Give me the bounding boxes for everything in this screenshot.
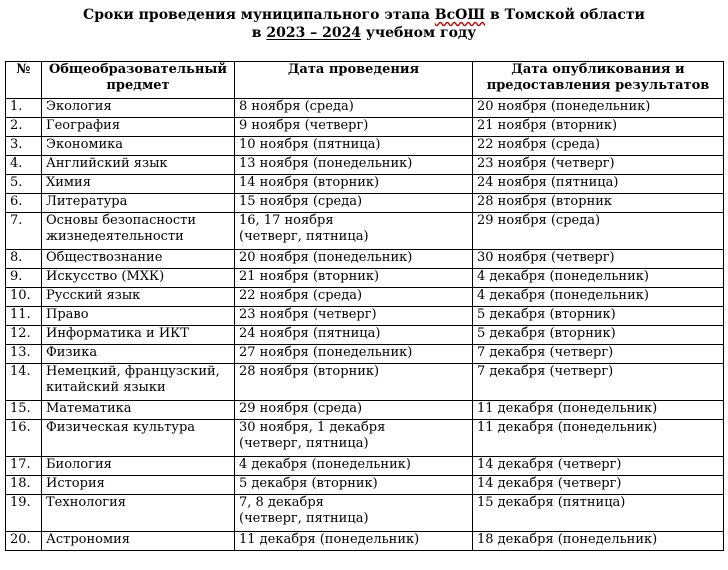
results-date-cell — [473, 495, 724, 532]
results-date-cell — [473, 457, 724, 476]
table-row — [6, 532, 724, 551]
results-date-cell — [473, 175, 724, 194]
row-number — [6, 345, 42, 364]
date-cell-text: 16, 17 ноября (четверг, пятница) — [239, 213, 369, 244]
date-cell-text: 4 декабря (понедельник) — [239, 457, 411, 472]
subject-cell — [42, 250, 235, 269]
date-cell-text: 9 ноября (четверг) — [239, 118, 369, 133]
subject-cell-text: Английский язык — [46, 156, 168, 171]
row-number — [6, 194, 42, 213]
table-row — [6, 495, 724, 532]
date-cell-text: 10 ноября (пятница) — [239, 137, 381, 152]
date-cell-text: 30 ноября, 1 декабря (четверг, пятница) — [239, 420, 386, 451]
schedule-table — [5, 61, 724, 551]
date-cell-text: 23 ноября (четверг) — [239, 307, 377, 322]
title-line-2-suffix: учебном году — [361, 25, 477, 41]
subject-cell — [42, 457, 235, 476]
title-line-1-prefix: Сроки проведения муниципального этапа — [83, 7, 435, 23]
title-line-1 — [0, 6, 728, 24]
row-number-text: 10. — [10, 288, 31, 303]
results-date-cell-text: 14 декабря (четверг) — [477, 457, 622, 472]
subject-cell-text: Основы безопасности жизнедеятельности — [46, 213, 196, 244]
row-number-text: 2. — [10, 118, 23, 133]
date-cell-text: 15 ноября (среда) — [239, 194, 363, 209]
date-cell — [235, 307, 473, 326]
results-date-cell-text: 30 ноября (четверг) — [477, 250, 615, 265]
row-number — [6, 137, 42, 156]
date-cell — [235, 118, 473, 137]
date-cell-text: 5 декабря (вторник) — [239, 476, 378, 491]
subject-cell — [42, 476, 235, 495]
date-cell — [235, 99, 473, 118]
subject-cell-text: Химия — [46, 175, 91, 190]
results-date-cell-text: 4 декабря (понедельник) — [477, 288, 649, 303]
subject-cell-text: Математика — [46, 401, 132, 416]
row-number-text: 20. — [10, 532, 31, 547]
row-number — [6, 156, 42, 175]
results-date-cell — [473, 401, 724, 420]
subject-cell — [42, 420, 235, 457]
subject-cell-text: Физическая культура — [46, 420, 196, 435]
date-cell — [235, 364, 473, 401]
date-cell — [235, 213, 473, 250]
results-date-cell — [473, 420, 724, 457]
date-cell — [235, 175, 473, 194]
title-abbreviation: ВсОШ — [434, 7, 486, 23]
results-date-cell-text: 4 декабря (понедельник) — [477, 269, 649, 284]
document-title — [0, 0, 728, 48]
table-header-row — [6, 62, 724, 99]
row-number-text: 18. — [10, 476, 31, 491]
subject-cell-text: Экология — [46, 99, 112, 114]
subject-cell-text: Русский язык — [46, 288, 141, 303]
row-number-text: 11. — [10, 307, 31, 322]
row-number-text: 5. — [10, 175, 23, 190]
results-date-cell — [473, 364, 724, 401]
date-cell-text: 14 ноября (вторник) — [239, 175, 380, 190]
subject-cell-text: История — [46, 476, 105, 491]
results-date-cell-text: 7 декабря (четверг) — [477, 345, 614, 360]
table-row — [6, 213, 724, 250]
row-number — [6, 401, 42, 420]
subject-cell-text: Обществознание — [46, 250, 163, 265]
results-date-cell-text: 18 декабря (понедельник) — [477, 532, 658, 547]
row-number-text: 7. — [10, 213, 23, 228]
subject-cell-text: Экономика — [46, 137, 124, 152]
title-line-1-suffix: в Томской области — [485, 7, 645, 23]
table-row — [6, 364, 724, 401]
date-cell-text: 20 ноября (понедельник) — [239, 250, 413, 265]
subject-cell — [42, 345, 235, 364]
row-number — [6, 118, 42, 137]
row-number — [6, 99, 42, 118]
subject-cell — [42, 175, 235, 194]
row-number — [6, 175, 42, 194]
results-date-cell-text: 24 ноября (пятница) — [477, 175, 619, 190]
date-cell-text: 27 ноября (понедельник) — [239, 345, 413, 360]
table-row — [6, 345, 724, 364]
date-cell-text: 28 ноября (вторник) — [239, 364, 380, 379]
table-row — [6, 99, 724, 118]
subject-cell-text: Биология — [46, 457, 112, 472]
subject-cell-text: Немецкий, французский, китайский языки — [46, 364, 220, 395]
subject-cell — [42, 532, 235, 551]
subject-cell-text: Право — [46, 307, 89, 322]
results-date-cell — [473, 137, 724, 156]
subject-cell-text: География — [46, 118, 121, 133]
results-date-cell — [473, 476, 724, 495]
subject-cell — [42, 269, 235, 288]
table-row — [6, 118, 724, 137]
subject-cell — [42, 194, 235, 213]
results-date-cell — [473, 326, 724, 345]
results-date-cell-text: 20 ноября (понедельник) — [477, 99, 651, 114]
date-cell — [235, 156, 473, 175]
date-cell-text: 13 ноября (понедельник) — [239, 156, 413, 171]
date-cell-text: 24 ноября (пятница) — [239, 326, 381, 341]
results-date-cell-text: 22 ноября (среда) — [477, 137, 601, 152]
table-row — [6, 457, 724, 476]
results-date-cell — [473, 156, 724, 175]
date-cell — [235, 250, 473, 269]
row-number — [6, 532, 42, 551]
table-row — [6, 194, 724, 213]
results-date-cell-text: 15 декабря (пятница) — [477, 495, 626, 510]
table-row — [6, 156, 724, 175]
table-row — [6, 476, 724, 495]
results-date-cell-text: 5 декабря (вторник) — [477, 307, 616, 322]
row-number — [6, 364, 42, 401]
date-cell — [235, 345, 473, 364]
subject-cell — [42, 118, 235, 137]
date-cell — [235, 288, 473, 307]
row-number-text: 6. — [10, 194, 23, 209]
row-number-text: 14. — [10, 364, 31, 379]
subject-cell-text: Литература — [46, 194, 128, 209]
results-date-cell — [473, 99, 724, 118]
results-date-cell-text: 11 декабря (понедельник) — [477, 420, 658, 435]
row-number — [6, 457, 42, 476]
table-row — [6, 401, 724, 420]
subject-cell — [42, 99, 235, 118]
results-date-cell-text: 21 ноября (вторник) — [477, 118, 618, 133]
date-cell-text: 7, 8 декабря (четверг, пятница) — [239, 495, 369, 526]
subject-cell-text: Информатика и ИКТ — [46, 326, 189, 341]
table-row — [6, 288, 724, 307]
results-date-cell-text: 7 декабря (четверг) — [477, 364, 614, 379]
row-number-text: 4. — [10, 156, 23, 171]
results-date-cell-text: 14 декабря (четверг) — [477, 476, 622, 491]
results-date-cell — [473, 269, 724, 288]
results-date-cell — [473, 288, 724, 307]
subject-cell — [42, 156, 235, 175]
subject-cell — [42, 137, 235, 156]
date-cell-text: 22 ноября (среда) — [239, 288, 363, 303]
date-cell — [235, 532, 473, 551]
row-number-text: 9. — [10, 269, 23, 284]
row-number — [6, 269, 42, 288]
subject-cell-text: Технология — [46, 495, 126, 510]
results-date-cell-text: 28 ноября (вторник — [477, 194, 613, 209]
row-number-text: 8. — [10, 250, 23, 265]
date-cell — [235, 269, 473, 288]
results-date-cell-text: 11 декабря (понедельник) — [477, 401, 658, 416]
row-number-text: 16. — [10, 420, 31, 435]
date-cell — [235, 495, 473, 532]
results-date-cell — [473, 307, 724, 326]
row-number — [6, 213, 42, 250]
row-number — [6, 326, 42, 345]
date-cell-text: 8 ноября (среда) — [239, 99, 354, 114]
title-line-2 — [0, 24, 728, 42]
title-years: 2023 – 2024 — [266, 25, 362, 41]
results-date-cell — [473, 194, 724, 213]
date-cell — [235, 401, 473, 420]
row-number — [6, 250, 42, 269]
row-number-text: 19. — [10, 495, 31, 510]
results-date-cell — [473, 213, 724, 250]
subject-cell — [42, 307, 235, 326]
results-date-cell — [473, 118, 724, 137]
header-date: Дата проведения — [235, 62, 473, 99]
table-row — [6, 326, 724, 345]
subject-cell-text: Астрономия — [46, 532, 130, 547]
results-date-cell — [473, 345, 724, 364]
table-row — [6, 137, 724, 156]
results-date-cell — [473, 532, 724, 551]
subject-cell — [42, 326, 235, 345]
row-number-text: 1. — [10, 99, 23, 114]
row-number — [6, 495, 42, 532]
row-number — [6, 307, 42, 326]
subject-cell — [42, 401, 235, 420]
date-cell — [235, 137, 473, 156]
subject-cell-text: Физика — [46, 345, 98, 360]
header-number: № — [6, 62, 42, 99]
title-line-2-prefix: в — [251, 25, 267, 41]
date-cell-text: 29 ноября (среда) — [239, 401, 363, 416]
row-number-text: 3. — [10, 137, 23, 152]
results-date-cell — [473, 250, 724, 269]
table-row — [6, 250, 724, 269]
subject-cell-text: Искусство (МХК) — [46, 269, 165, 284]
subject-cell — [42, 288, 235, 307]
row-number-text: 12. — [10, 326, 31, 341]
table-row — [6, 420, 724, 457]
header-results-date: Дата опубликования и предоставления результатов — [473, 62, 724, 99]
subject-cell — [42, 213, 235, 250]
date-cell — [235, 476, 473, 495]
row-number — [6, 476, 42, 495]
subject-cell — [42, 495, 235, 532]
row-number-text: 13. — [10, 345, 31, 360]
header-subject: Общеобразовательный предмет — [42, 62, 235, 99]
date-cell-text: 21 ноября (вторник) — [239, 269, 380, 284]
results-date-cell-text: 23 ноября (четверг) — [477, 156, 615, 171]
row-number — [6, 420, 42, 457]
date-cell — [235, 194, 473, 213]
table-row — [6, 307, 724, 326]
row-number — [6, 288, 42, 307]
row-number-text: 15. — [10, 401, 31, 416]
date-cell — [235, 420, 473, 457]
table-row — [6, 175, 724, 194]
results-date-cell-text: 5 декабря (вторник) — [477, 326, 616, 341]
date-cell — [235, 457, 473, 476]
row-number-text: 17. — [10, 457, 31, 472]
date-cell-text: 11 декабря (понедельник) — [239, 532, 420, 547]
date-cell — [235, 326, 473, 345]
results-date-cell-text: 29 ноября (среда) — [477, 213, 601, 228]
table-row — [6, 269, 724, 288]
subject-cell — [42, 364, 235, 401]
